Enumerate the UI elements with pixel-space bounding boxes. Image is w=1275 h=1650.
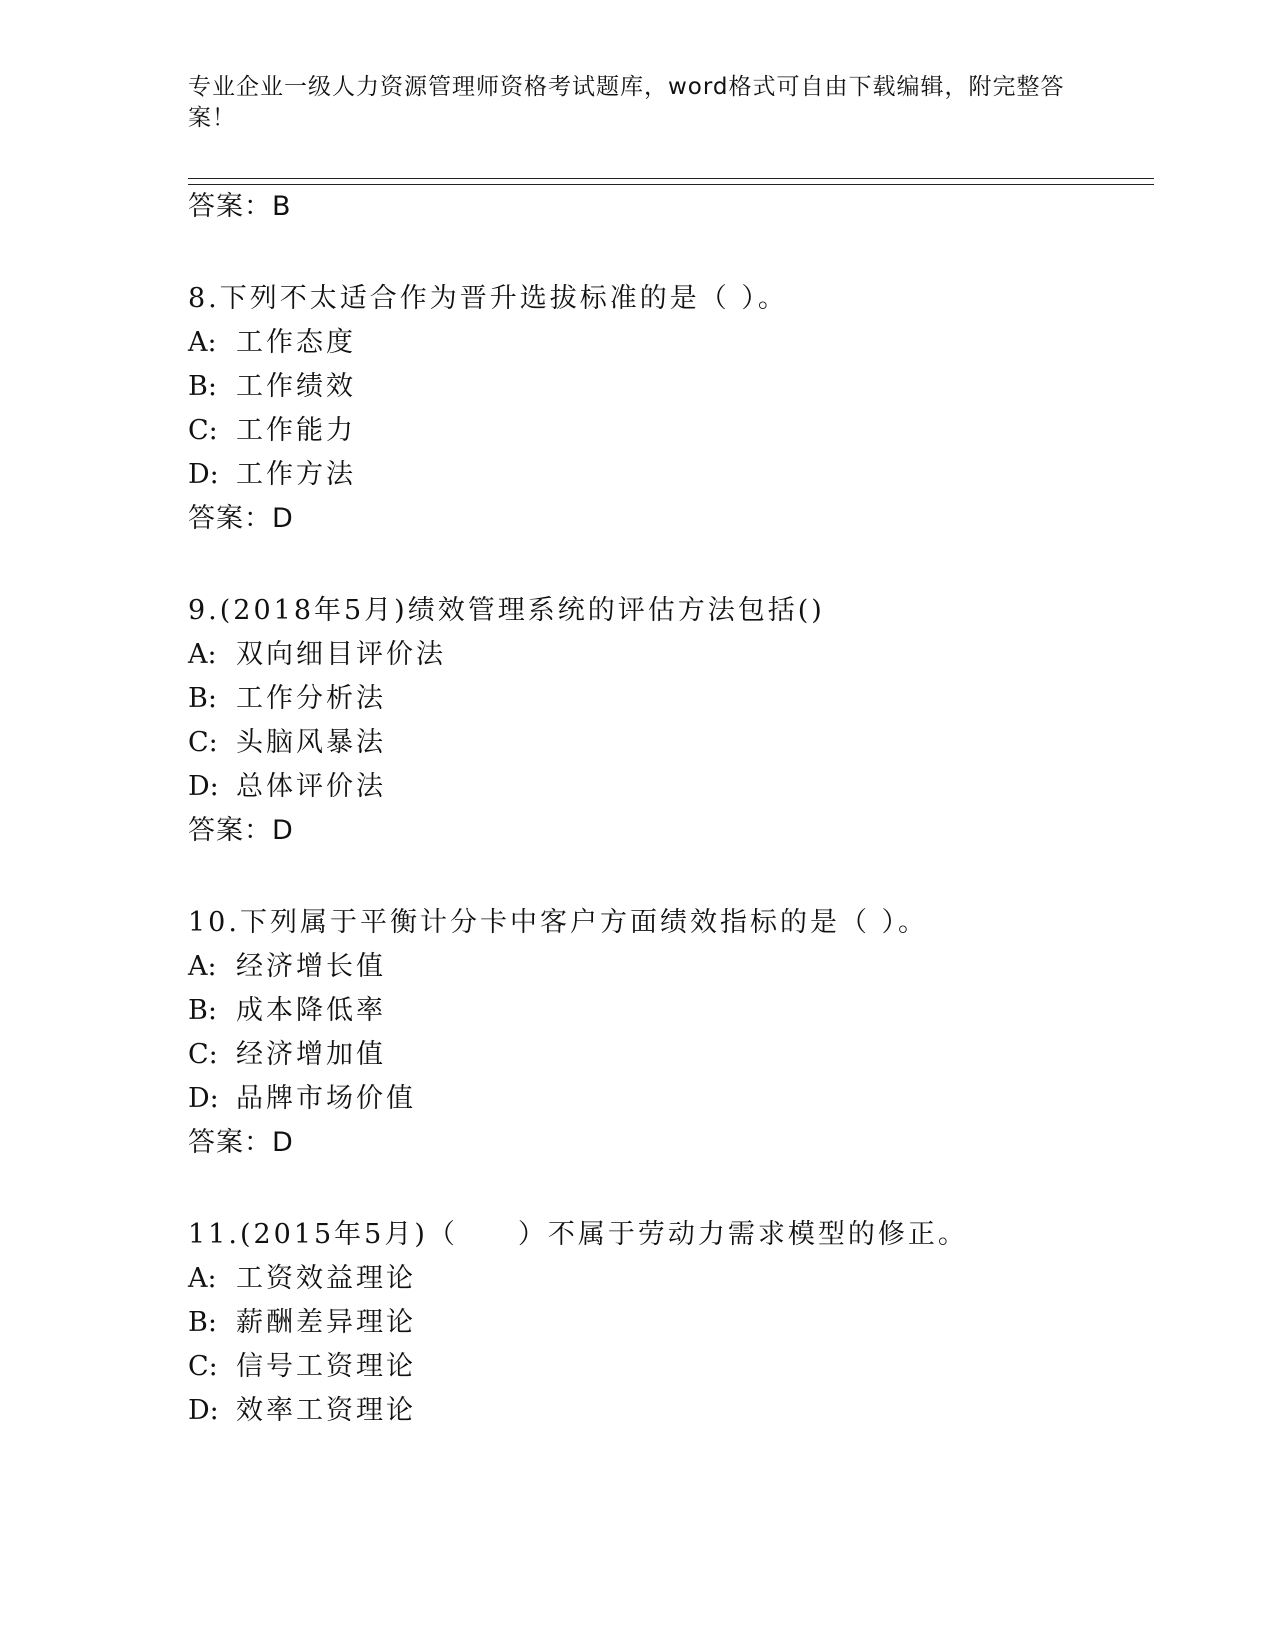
question-8-answer: 答案：D: [188, 503, 294, 534]
option-text: 品牌市场价值: [236, 1083, 416, 1114]
option-text: 头脑风暴法: [236, 727, 386, 758]
question-10-answer: 答案：D: [188, 1127, 294, 1158]
option-label: B:: [188, 371, 217, 402]
option-label: A:: [188, 1263, 217, 1294]
option-text: 工作态度: [236, 327, 356, 358]
option-text: 薪酬差异理论: [236, 1307, 416, 1338]
question-11-option-d: [188, 1394, 416, 1428]
option-text: 工作方法: [236, 459, 356, 490]
option-label: A:: [188, 951, 217, 982]
option-label: C:: [188, 415, 218, 446]
option-text: 工作绩效: [236, 371, 356, 402]
option-label: D:: [188, 1083, 219, 1114]
question-11-option-c: [188, 1350, 416, 1384]
question-9-option-b: [188, 682, 386, 716]
question-9-option-d: [188, 770, 386, 804]
option-text: 成本降低率: [236, 995, 386, 1026]
option-label: B:: [188, 1307, 217, 1338]
question-11-option-a: [188, 1262, 416, 1296]
option-label: A:: [188, 327, 217, 358]
question-8-option-c: [188, 414, 356, 448]
answer-prev: 答案：B: [188, 191, 292, 222]
option-text: 工作分析法: [236, 683, 386, 714]
option-label: B:: [188, 683, 217, 714]
question-8-option-a: [188, 326, 356, 360]
option-text: 工作能力: [236, 415, 356, 446]
question-9-option-c: [188, 726, 386, 760]
question-10-option-b: [188, 994, 386, 1028]
option-text: 效率工资理论: [236, 1395, 416, 1426]
question-9-option-a: [188, 638, 446, 672]
option-text: 双向细目评价法: [236, 639, 446, 670]
document-header: 专业企业一级人力资源管理师资格考试题库，word格式可自由下载编辑，附完整答案！: [188, 74, 1065, 131]
header-rule-top: [188, 178, 1154, 179]
question-10-option-a: [188, 950, 386, 984]
option-text: 总体评价法: [236, 771, 386, 802]
question-10-option-d: [188, 1082, 416, 1116]
option-text: 工资效益理论: [236, 1263, 416, 1294]
header-rule-bottom: [188, 184, 1154, 185]
question-8-option-d: [188, 458, 356, 492]
option-label: D:: [188, 1395, 219, 1426]
option-label: A:: [188, 639, 217, 670]
option-label: B:: [188, 995, 217, 1026]
option-label: C:: [188, 1351, 218, 1382]
question-9-answer: 答案：D: [188, 815, 294, 846]
option-label: C:: [188, 1039, 218, 1070]
option-text: 经济增长值: [236, 951, 386, 982]
question-9-stem: 9.(2018年5月)绩效管理系统的评估方法包括(): [188, 595, 825, 626]
question-11-stem: 11.(2015年5月)（ ）不属于劳动力需求模型的修正。: [188, 1219, 968, 1250]
option-label: D:: [188, 771, 219, 802]
question-10-stem: 10.下列属于平衡计分卡中客户方面绩效指标的是（ ）。: [188, 907, 929, 938]
question-8-option-b: [188, 370, 356, 404]
option-label: C:: [188, 727, 218, 758]
option-text: 经济增加值: [236, 1039, 386, 1070]
question-10-option-c: [188, 1038, 386, 1072]
option-label: D:: [188, 459, 219, 490]
option-text: 信号工资理论: [236, 1351, 416, 1382]
question-11-option-b: [188, 1306, 416, 1340]
question-8-stem: 8.下列不太适合作为晋升选拔标准的是（ ）。: [188, 283, 788, 314]
